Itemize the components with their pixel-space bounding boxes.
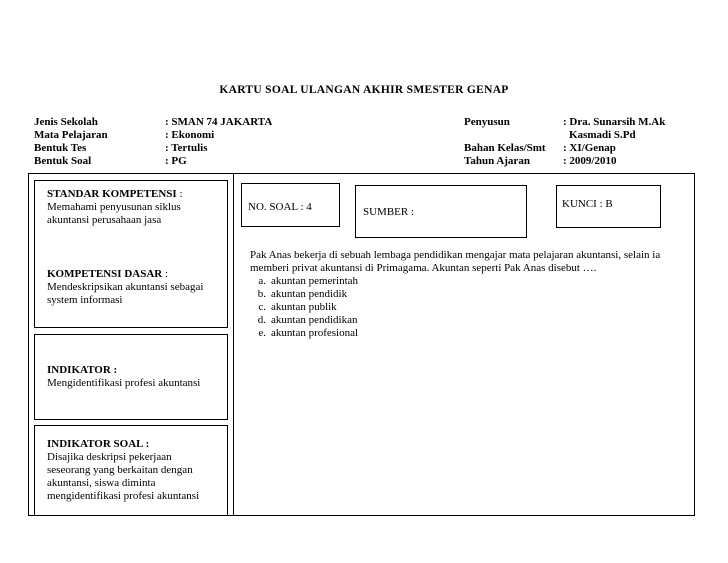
header-left-labels bbox=[34, 116, 108, 168]
answer-option bbox=[250, 327, 676, 340]
kompetensi-dasar-label: KOMPETENSI DASAR bbox=[47, 268, 163, 280]
header-value-jenis-sekolah: : SMAN 74 JAKARTA bbox=[165, 116, 273, 128]
indikator-label: INDIKATOR : bbox=[47, 364, 118, 376]
option-text: akuntan pendidik bbox=[271, 288, 348, 300]
question-text: Pak Anas bekerja di sebuah lembaga pendidikan mengajar mata pelajaran akuntansi, selain ia memberi privat akuntansi di Primagama. Akuntan seperti Pak Anas disebut …. bbox=[250, 249, 661, 274]
option-text: akuntan publik bbox=[271, 301, 337, 313]
answer-option bbox=[250, 314, 676, 327]
indikator-soal-label: INDIKATOR SOAL : bbox=[47, 438, 150, 450]
header-left-values bbox=[165, 116, 272, 168]
kunci-box bbox=[556, 185, 661, 228]
indikator-text: Mengidentifikasi profesi akuntansi bbox=[47, 377, 201, 389]
header-value-bahan-kelas: : XI/Genap bbox=[563, 142, 616, 154]
sumber-box bbox=[355, 185, 527, 238]
header-label-penyusun: Penyusun bbox=[464, 116, 510, 128]
standar-kompetensi-text: Memahami penyusunan siklus akuntansi perusahaan jasa bbox=[47, 201, 181, 226]
option-text: akuntan pendidikan bbox=[271, 314, 358, 326]
no-soal-box bbox=[241, 183, 340, 227]
indikator-soal-text: Disajika deskripsi pekerjaan seseorang yang berkaitan dengan akuntansi, siswa diminta mengidentifikasi profesi akuntansi bbox=[47, 451, 200, 502]
header-value-penyusun: : Dra. Sunarsih M.Ak bbox=[563, 116, 666, 128]
header-label-tahun-ajaran: Tahun Ajaran bbox=[464, 155, 530, 167]
answer-option bbox=[250, 301, 676, 314]
header-label-mata-pelajaran: Mata Pelajaran bbox=[34, 129, 108, 141]
kunci-label: KUNCI : B bbox=[562, 198, 613, 210]
header-value-bentuk-soal: : PG bbox=[165, 155, 187, 167]
option-letter: e. bbox=[258, 327, 266, 339]
answer-option bbox=[250, 275, 676, 288]
page-title: KARTU SOAL ULANGAN AKHIR SMESTER GENAP bbox=[219, 84, 509, 96]
header-right-values bbox=[563, 116, 665, 168]
standar-kompetensi bbox=[47, 188, 225, 227]
kompetensi-dasar-text: Mendeskripsikan akuntansi sebagai system informasi bbox=[47, 281, 204, 306]
header-value-penyusun-2: Kasmadi S.Pd bbox=[569, 129, 636, 141]
header-value-tahun-ajaran: : 2009/2010 bbox=[563, 155, 617, 167]
standar-kompetensi-colon: : bbox=[176, 188, 183, 200]
header-right-labels bbox=[464, 116, 546, 168]
indikator bbox=[47, 364, 225, 390]
indikator-soal bbox=[47, 438, 207, 503]
option-letter: b. bbox=[257, 288, 266, 300]
option-letter: c. bbox=[258, 301, 266, 313]
header-label-empty bbox=[464, 129, 546, 142]
option-text: akuntan pemerintah bbox=[271, 275, 359, 287]
sumber-label: SUMBER : bbox=[363, 206, 415, 218]
header-value-bentuk-tes: : Tertulis bbox=[165, 142, 208, 154]
standar-kompetensi-label: STANDAR KOMPETENSI bbox=[47, 188, 177, 200]
header-label-jenis-sekolah: Jenis Sekolah bbox=[34, 116, 98, 128]
answer-options bbox=[250, 275, 676, 340]
option-letter: a. bbox=[258, 275, 266, 287]
header-label-bentuk-soal: Bentuk Soal bbox=[34, 155, 92, 167]
header-value-mata-pelajaran: : Ekonomi bbox=[165, 129, 215, 141]
answer-option bbox=[250, 288, 676, 301]
question-block bbox=[250, 249, 676, 340]
header-label-bahan-kelas: Bahan Kelas/Smt bbox=[464, 142, 546, 154]
option-text: akuntan profesional bbox=[271, 327, 359, 339]
option-letter: d. bbox=[257, 314, 266, 326]
no-soal-label: NO. SOAL : 4 bbox=[248, 201, 312, 213]
header-label-bentuk-tes: Bentuk Tes bbox=[34, 142, 87, 154]
kompetensi-dasar-colon: : bbox=[162, 268, 169, 280]
kompetensi-dasar bbox=[47, 268, 225, 307]
